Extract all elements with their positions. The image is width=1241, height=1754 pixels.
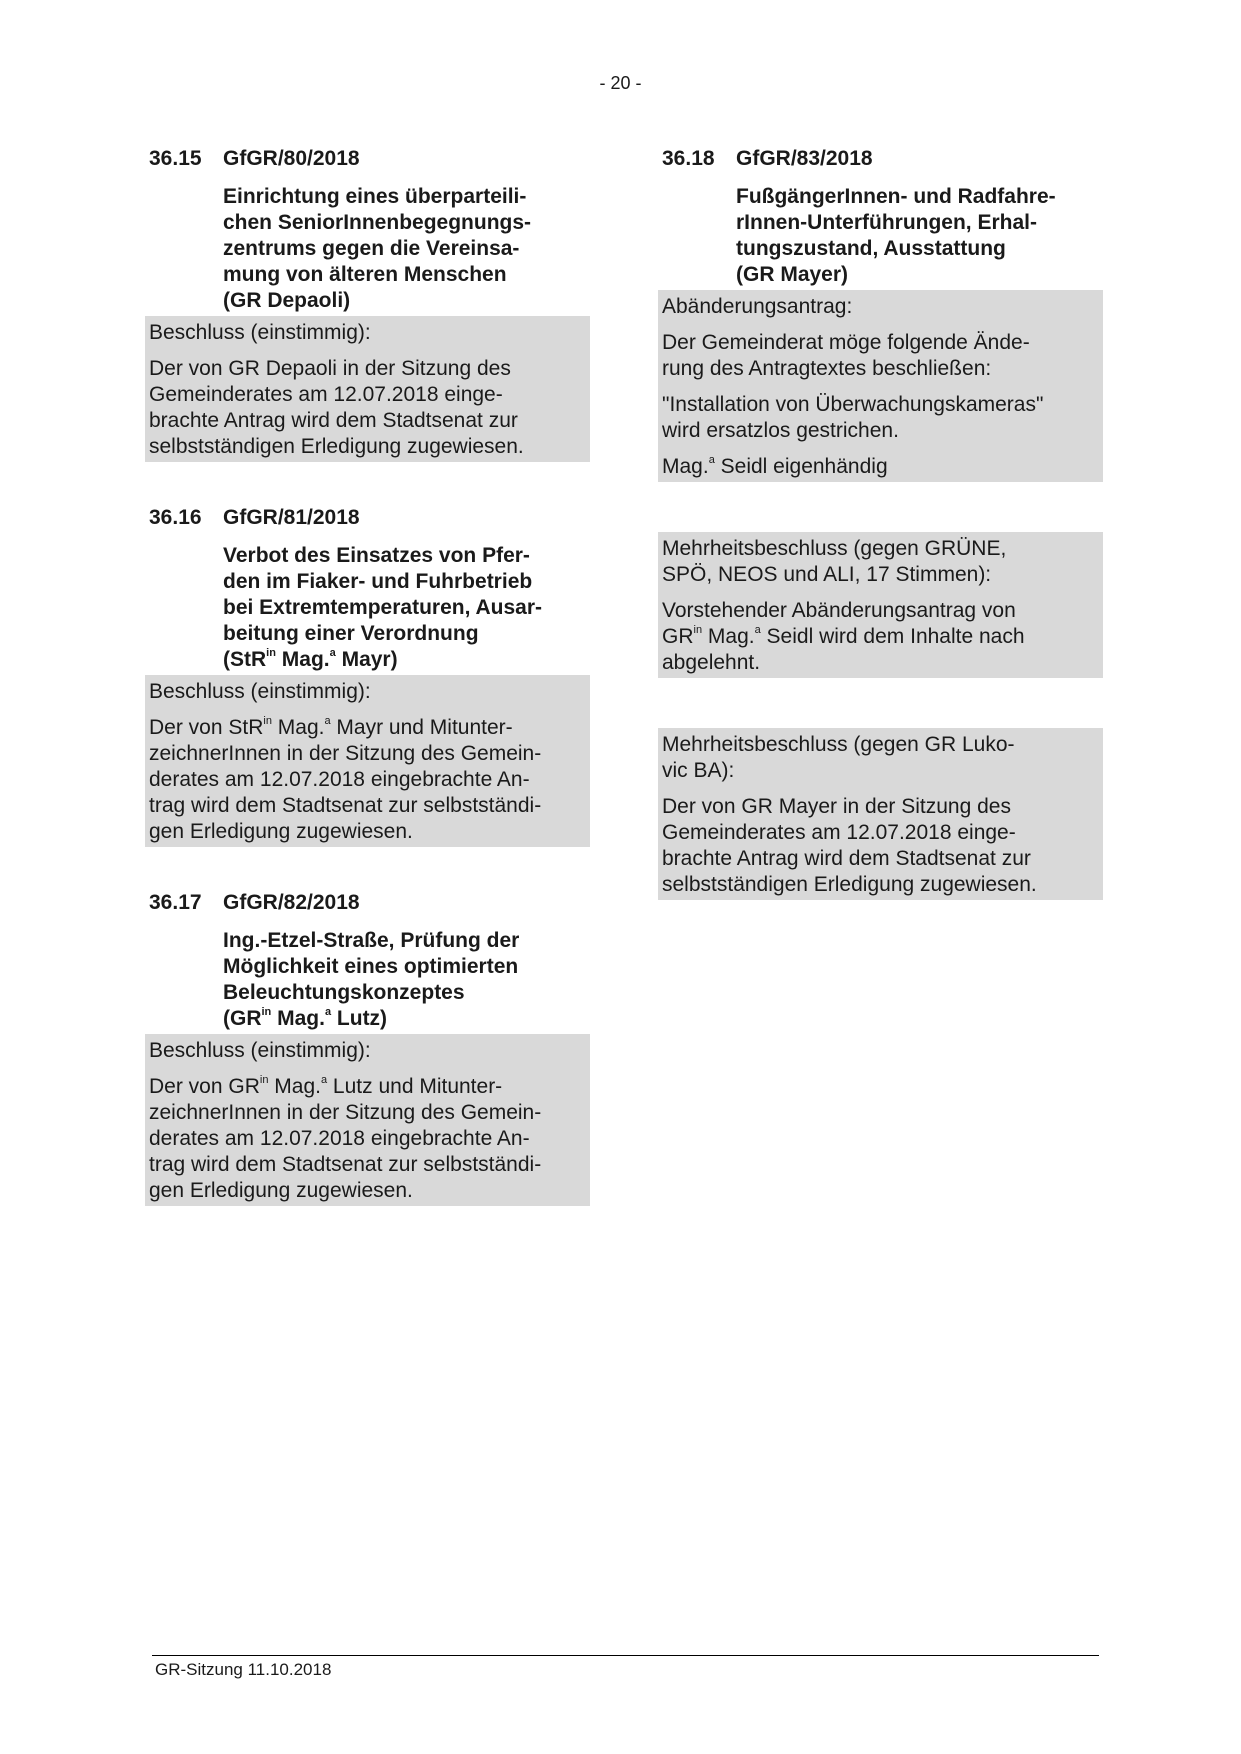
agenda-item-36-16 [145,504,590,847]
item-heading [149,504,590,532]
decision-text: Der von StR$^{in}$ Mag.$^a$ Mayr und Mitunter- zeichnerInnen in der Sitzung des Gemein- derates am 12.07.2018 eingebrachte An- trag wird dem Stadtsenat zur selbstständi- gen Erledigung zugewiesen. [149,715,542,843]
agenda-item-36-18 [658,145,1103,900]
amendment-box [658,290,1103,482]
decision-box [145,316,590,462]
decision-text: Vorstehender Abänderungsantrag von $GR^{in}$ Mag.$^a$ Seidl wird dem Inhalte nach abgelehnt. [662,599,1025,674]
decision-label: Beschluss (einstimmig): [149,321,371,344]
decision-label: Mehrheitsbeschluss (gegen GRÜNE, SPÖ, NEOS und ALI, 17 Stimmen): [662,537,1007,586]
amendment-label: Abänderungsantrag: [662,295,853,318]
item-reference: GfGR/82/2018 [223,891,360,914]
decision-box [658,728,1103,900]
decision-box [145,1034,590,1206]
item-reference: GfGR/80/2018 [223,147,360,170]
title-line: Beleuchtungskonzeptes [223,981,465,1004]
left-column [145,145,590,1248]
item-heading [662,145,1103,173]
item-number: 36.16 [149,506,202,529]
item-title [223,928,583,1032]
title-line: mung von älteren Menschen [223,263,507,286]
footer-text: GR-Sitzung 11.10.2018 [155,1660,332,1679]
item-heading [149,889,590,917]
title-line: Einrichtung eines überparteili- [223,185,527,208]
title-line: (StR$^{in}$ Mag.$^a$ Mayr) [223,647,398,671]
title-line: (GR Depaoli) [223,289,351,312]
item-number: 36.15 [149,147,202,170]
title-line: Ing.-Etzel-Straße, Prüfung der [223,929,520,952]
decision-label: Mehrheitsbeschluss (gegen GR Luko- vic BA): [662,733,1015,782]
decision-text: Der von GR Mayer in der Sitzung des Gemeinderates am 12.07.2018 einge- brachte Antrag wird dem Stadtsenat zur selbstständigen Erledigung zugewiesen. [662,795,1037,896]
decision-label: Beschluss (einstimmig): [149,1039,371,1062]
title-line: FußgängerInnen- und Radfahre- [736,185,1056,208]
title-line: den im Fiaker- und Fuhrbetrieb [223,570,533,593]
title-line: Möglichkeit eines optimierten [223,955,519,978]
spacer [658,678,1103,728]
title-line: ($GR^{in}$ Mag.$^a$ Lutz) [223,1006,388,1030]
item-reference: GfGR/81/2018 [223,506,360,529]
title-line: zentrums gegen die Vereinsa- [223,237,520,260]
right-column [658,145,1103,942]
decision-text: Der von GR Depaoli in der Sitzung des Gemeinderates am 12.07.2018 einge- brachte Antrag wird dem Stadtsenat zur selbstständigen Erledigung zugewiesen. [149,357,524,458]
decision-text: Der von $GR^{in}$ Mag.$^a$ Lutz und Mitunter- zeichnerInnen in der Sitzung des Gemein- derates am 12.07.2018 eingebrachte An- trag wird dem Stadtsenat zur selbstständi- gen Erledigung zugewiesen. [149,1074,542,1202]
item-title [223,543,583,673]
title-line: bei Extremtemperaturen, Ausar- [223,596,542,619]
item-reference: GfGR/83/2018 [736,147,873,170]
amendment-text: Der Gemeinderat möge folgende Ände- rung des Antragtextes beschließen: [662,331,1030,380]
item-number: 36.17 [149,891,202,914]
amendment-quote: "Installation von Überwachungskameras" wird ersatzlos gestrichen. [662,393,1044,442]
title-line: chen SeniorInnenbegegnungs- [223,211,532,234]
decision-label: Beschluss (einstimmig): [149,680,371,703]
footer-rule [152,1655,1099,1656]
item-title [736,184,1096,288]
title-line: rInnen-Unterführungen, Erhal- [736,211,1037,234]
decision-box [658,532,1103,678]
spacer [658,482,1103,532]
page-number: - 20 - [599,73,642,93]
amendment-signature: Mag.$^a$ Seidl eigenhändig [662,454,888,478]
agenda-item-36-17 [145,889,590,1206]
decision-box [145,675,590,847]
title-line: beitung einer Verordnung [223,622,479,645]
item-heading [149,145,590,173]
item-number: 36.18 [662,147,715,170]
agenda-item-36-15 [145,145,590,462]
item-title [223,184,583,314]
title-line: tungszustand, Ausstattung [736,237,1006,260]
title-line: Verbot des Einsatzes von Pfer- [223,544,530,567]
title-line: (GR Mayer) [736,263,849,286]
